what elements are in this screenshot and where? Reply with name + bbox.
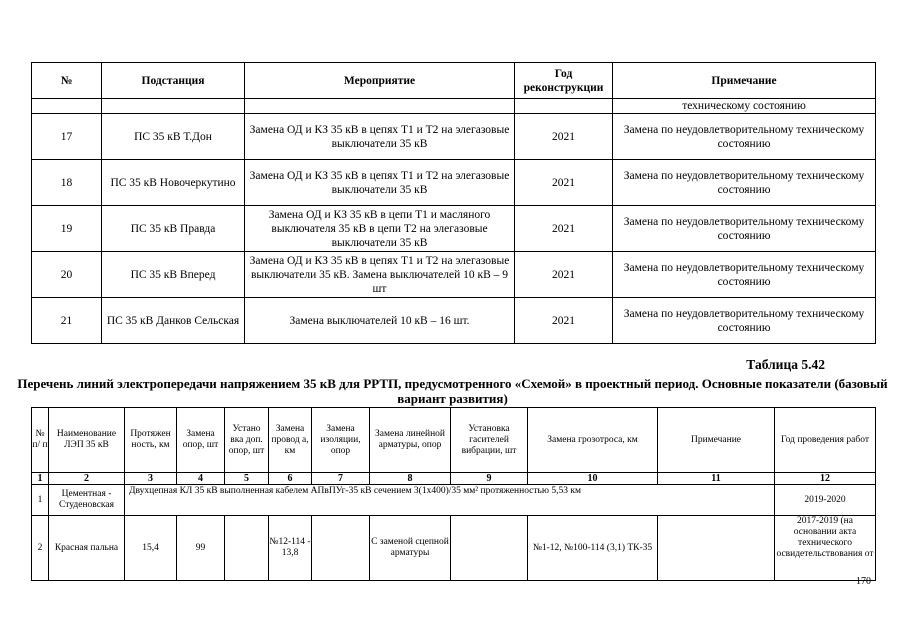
table-row [32,252,876,298]
row-year: 2021 [515,114,613,160]
col-header-substation: Подстанция [102,63,245,99]
col-header-note: Примечание [613,63,876,99]
col-header: Наименование ЛЭП 35 кВ [49,408,125,473]
row-note: Замена по неудовлетворительному техническому состоянию [613,160,876,206]
col-number: 9 [451,473,528,485]
row-line-name: Цементная - Студеновская [49,485,125,516]
col-number: 4 [177,473,225,485]
table-title: Перечень линий электропередачи напряжением 35 кВ для РРТП, предусмотренного «Схемой» в проектный период. Основные показатели (базовый вариант развития) [17,376,888,406]
row-year: 2019-2020 [775,485,876,516]
row-num: 21 [32,298,102,344]
col-header: № п/ п [32,408,49,473]
column-number-row [32,473,876,485]
table-row [32,516,876,581]
col-header: Год проведения работ [775,408,876,473]
col-number: 6 [269,473,312,485]
row-ground-wire: №1-12, №100-114 (3,1) ТК-35 [528,516,658,581]
row-year: 2021 [515,298,613,344]
substation-table [31,62,876,344]
table-row-continuation [32,99,876,114]
row-year: 2021 [515,206,613,252]
row-note [658,516,775,581]
table-row [32,298,876,344]
row-substation: ПС 35 кВ Новочеркутино [102,160,245,206]
table-row [32,160,876,206]
table-row [32,485,876,516]
page-number: 170 [856,576,871,587]
row-dampers [451,516,528,581]
power-lines-table [31,407,876,581]
row-note: Замена по неудовлетворительному техническому состоянию [613,114,876,160]
col-number: 8 [370,473,451,485]
row-num: 2 [32,516,49,581]
col-header: Замена опор, шт [177,408,225,473]
row-wire: №12-114 - 13,8 [269,516,312,581]
row-num: 17 [32,114,102,160]
row-measure: Замена ОД и КЗ 35 кВ в цепях Т1 и Т2 на элегазовые выключатели 35 кВ [245,160,515,206]
col-header: Замена линейной арматуры, опор [370,408,451,473]
row-insulation [312,516,370,581]
row-substation: ПС 35 кВ Вперед [102,252,245,298]
row-extra-poles [225,516,269,581]
row-measure: Замена ОД и КЗ 35 кВ в цепях Т1 и Т2 на элегазовые выключатели 35 кВ. Замена выключателей 10 кВ – 9 шт [245,252,515,298]
row-num: 20 [32,252,102,298]
col-number: 2 [49,473,125,485]
row-note: Замена по неудовлетворительному техническому состоянию [613,252,876,298]
row-num: 18 [32,160,102,206]
col-header-num: № [32,63,102,99]
col-header: Устано вка доп. опор, шт [225,408,269,473]
col-number: 12 [775,473,876,485]
row-length: 15,4 [125,516,177,581]
row-year: 2021 [515,160,613,206]
col-header: Замена изоляции, опор [312,408,370,473]
col-header-measure: Мероприятие [245,63,515,99]
row-substation: ПС 35 кВ Т.Дон [102,114,245,160]
table-row [32,206,876,252]
row-num: 19 [32,206,102,252]
row-num: 1 [32,485,49,516]
row-year: 2017-2019 (на основании акта технического освидетельствования от [775,516,876,581]
col-number: 11 [658,473,775,485]
table-row [32,114,876,160]
row-fittings: С заменой сцепной арматуры [370,516,451,581]
col-header: Протяжен ность, км [125,408,177,473]
col-number: 3 [125,473,177,485]
table-number: Таблица 5.42 [746,357,825,372]
col-header-year: Год реконструкции [515,63,613,99]
row-note: Замена по неудовлетворительному техническому состоянию [613,206,876,252]
row-description: Двухцепная КЛ 35 кВ выполненная кабелем АПвПУг-35 кВ сечением 3(1х400)/35 мм² протяженностью 5,53 км [125,485,775,516]
col-number: 7 [312,473,370,485]
col-header: Установка гасителей вибрации, шт [451,408,528,473]
row-substation: ПС 35 кВ Данков Сельская [102,298,245,344]
col-header: Замена грозотроса, км [528,408,658,473]
continuation-note: техническому состоянию [613,99,876,114]
table-header-row [32,408,876,473]
row-measure: Замена ОД и КЗ 35 кВ в цепи Т1 и масляного выключателя 35 кВ в цепи Т2 на элегазовые выключатели 35 кВ [245,206,515,252]
col-header: Примечание [658,408,775,473]
col-number: 5 [225,473,269,485]
row-substation: ПС 35 кВ Правда [102,206,245,252]
col-number: 10 [528,473,658,485]
row-year: 2021 [515,252,613,298]
col-header: Замена провод а, км [269,408,312,473]
row-measure: Замена ОД и КЗ 35 кВ в цепях Т1 и Т2 на элегазовые выключатели 35 кВ [245,114,515,160]
col-number: 1 [32,473,49,485]
row-line-name: Красная пальна [49,516,125,581]
table-header-row [32,63,876,99]
row-note: Замена по неудовлетворительному техническому состоянию [613,298,876,344]
row-poles: 99 [177,516,225,581]
row-measure: Замена выключателей 10 кВ – 16 шт. [245,298,515,344]
